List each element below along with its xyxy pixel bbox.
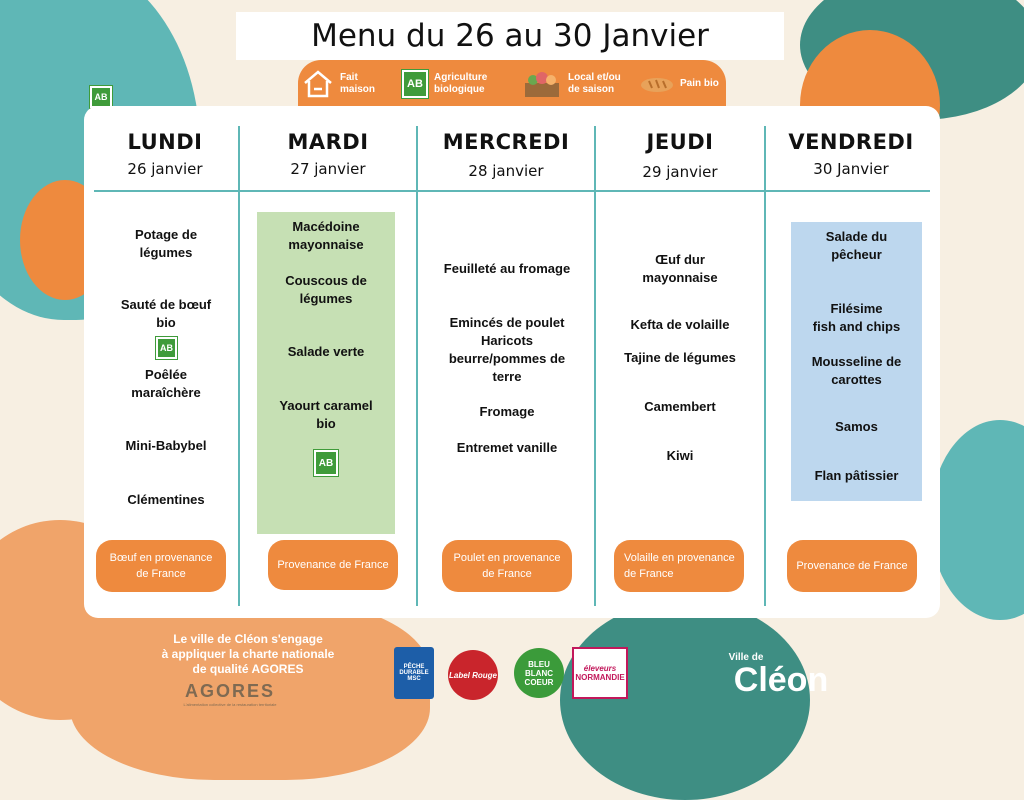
column-divider	[238, 126, 240, 606]
dish: Yaourt caramel bio	[279, 398, 373, 431]
dish: Fromage	[479, 404, 535, 419]
dish: Mini-Babybel	[125, 438, 207, 453]
ville-de-label: Ville de	[728, 651, 764, 663]
day-header-mardi: MARDI 27 janvier	[287, 130, 369, 178]
dish: Emincés de poulet Haricots beurre/pommes de terre	[448, 315, 566, 384]
dish: Feuilleté au fromage	[443, 261, 571, 276]
dish: Mousseline de carottes	[811, 354, 902, 387]
organic-badge	[314, 450, 338, 476]
dish: Macédoine mayonnaise	[288, 219, 364, 252]
dish: Samos	[835, 419, 878, 434]
day-header-jeudi: JEUDI 29 janvier	[642, 130, 718, 181]
dish: Salade du pêcheur	[825, 229, 888, 262]
msc-logo: PÊCHE DURABLE MSC	[394, 647, 434, 699]
dish: Sauté de bœuf bio	[120, 297, 212, 330]
agores-logo: AGORES	[184, 680, 275, 701]
organic-badge-corner	[90, 86, 112, 108]
vegetable-crate-icon	[522, 69, 562, 99]
legend-item-fait-maison: Fait maison	[302, 64, 375, 104]
day-header-lundi: LUNDI 26 janvier	[127, 130, 203, 178]
dish: Entremet vanille	[456, 440, 558, 455]
page-title: Menu du 26 au 30 Janvier	[236, 12, 784, 60]
bg-blob-teal-right-bottom	[930, 420, 1024, 620]
dish: Salade verte	[287, 344, 365, 359]
origin-badge-lundi: Bœuf en provenance de France	[96, 540, 226, 592]
highlight-mardi	[257, 212, 395, 534]
legend-item-local: Local et/ou de saison	[522, 64, 621, 104]
organic-label-icon: AB	[314, 450, 338, 476]
dish: Kefta de volaille	[630, 317, 730, 332]
dish: Flan pâtissier	[814, 468, 899, 483]
organic-label-icon: AB	[90, 86, 112, 108]
agores-commitment: Le ville de Cléon s'engage à appliquer la charte nationale de qualité AGORES	[161, 632, 335, 676]
bread-icon	[640, 74, 674, 94]
dish: Tajine de légumes	[624, 350, 736, 365]
dish: Couscous de légumes	[285, 273, 367, 306]
organic-label-icon: AB	[156, 337, 177, 359]
house-icon	[302, 69, 334, 99]
column-divider	[764, 126, 766, 606]
dish: Œuf dur mayonnaise	[642, 252, 718, 285]
dish: Filésime fish and chips	[812, 301, 901, 334]
agores-tagline: L'alimentation collective de la restauration territoriale	[183, 701, 277, 707]
menu-card	[84, 106, 940, 618]
day-header-mercredi: MERCREDI 28 janvier	[442, 130, 570, 180]
organic-badge	[156, 337, 177, 359]
origin-badge-mercredi: Poulet en provenance de France	[442, 540, 572, 592]
dish: Poêlée maraîchère	[131, 367, 201, 400]
dish: Potage de légumes	[134, 227, 198, 260]
bleu-blanc-coeur-logo: BLEU BLANC COEUR	[514, 648, 564, 698]
dish: Clémentines	[127, 492, 205, 507]
eleveurs-normandie-logo: éleveurs NORMANDIE	[572, 647, 628, 699]
column-divider	[594, 126, 596, 606]
cleon-logo: Cléon	[733, 660, 829, 699]
origin-badge-vendredi: Provenance de France	[787, 540, 917, 592]
column-divider	[416, 126, 418, 606]
legend-item-agriculture-bio: AB Agriculture biologique	[402, 64, 487, 104]
header-divider	[94, 190, 930, 192]
label-rouge-logo: Label Rouge	[448, 650, 498, 700]
day-header-vendredi: VENDREDI 30 Janvier	[788, 130, 914, 178]
dish: Camembert	[644, 399, 716, 414]
origin-badge-mardi: Provenance de France	[268, 540, 398, 590]
bg-blob-teal-bottom	[560, 600, 810, 800]
organic-label-icon: AB	[402, 70, 428, 98]
legend-item-pain-bio: Pain bio	[640, 64, 719, 104]
origin-badge-jeudi: Volaille en provenance de France	[614, 540, 744, 592]
dish: Kiwi	[666, 448, 694, 463]
